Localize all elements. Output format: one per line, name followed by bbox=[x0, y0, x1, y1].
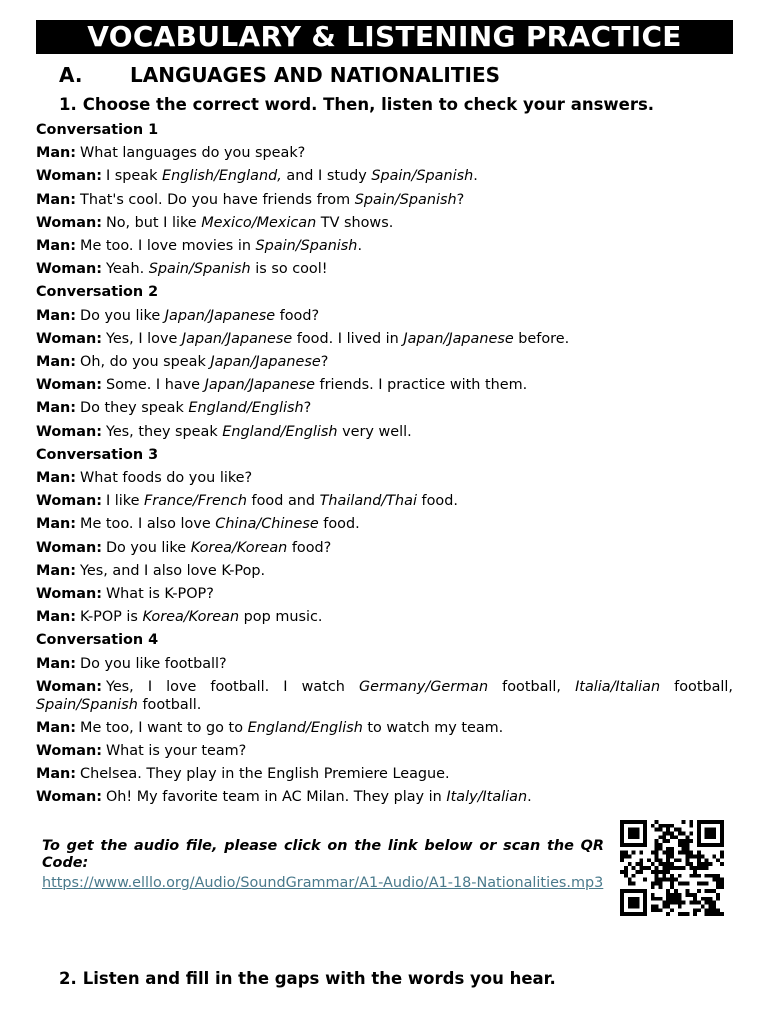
speaker-label: Woman: bbox=[36, 678, 102, 695]
dialogue-text: That's cool. Do you have friends from bbox=[80, 191, 355, 208]
dialogue-text: I like bbox=[105, 493, 145, 510]
dialogue-text: Oh! My favorite team in AC Milan. They play in bbox=[105, 789, 447, 806]
dialogue-text: I speak bbox=[105, 168, 162, 185]
word-choice: Korea/Korean bbox=[142, 609, 240, 626]
dialogue-line bbox=[36, 421, 733, 444]
word-choice: France/French bbox=[144, 493, 247, 510]
word-choice: England/English bbox=[247, 719, 363, 736]
dialogue-text: What languages do you speak? bbox=[80, 145, 306, 162]
word-choice: Japan/Japanese bbox=[164, 307, 276, 324]
dialogue-line bbox=[36, 740, 733, 763]
conversation-title: Conversation 2 bbox=[36, 284, 159, 301]
word-choice: Japan/Japanese bbox=[204, 377, 315, 394]
dialogue-line bbox=[36, 258, 733, 281]
word-choice: England/English bbox=[222, 423, 338, 440]
dialogue-text: Yes, and I also love K-Pop. bbox=[80, 562, 266, 579]
word-choice: England/English bbox=[188, 400, 304, 417]
dialogue-line bbox=[36, 606, 733, 629]
conversation-title: Conversation 1 bbox=[36, 122, 159, 138]
dialogue-text: food? bbox=[287, 539, 332, 556]
word-choice: Germany/German bbox=[358, 678, 489, 695]
speaker-label: Woman: bbox=[36, 330, 102, 347]
word-choice: Japan/Japanese bbox=[210, 354, 321, 370]
dialogue-text: Me too, I want to go to bbox=[80, 719, 248, 736]
speaker-label: Man: bbox=[36, 470, 77, 486]
dialogue-text: Yeah. bbox=[105, 261, 149, 278]
dialogue-text: football, bbox=[660, 678, 733, 695]
speaker-label: Woman: bbox=[36, 493, 102, 510]
question-1-text: Choose the correct word. Then, listen to check your answers. bbox=[82, 95, 655, 114]
word-choice: Japan/Japanese bbox=[181, 330, 293, 347]
worksheet-title: VOCABULARY & LISTENING PRACTICE bbox=[87, 20, 682, 53]
question-2-instruction bbox=[59, 968, 556, 990]
dialogue-text: ? bbox=[456, 191, 465, 208]
speaker-label: Man: bbox=[36, 354, 77, 370]
question-1-instruction bbox=[59, 94, 654, 116]
dialogue-line bbox=[36, 763, 733, 786]
word-choice: Italia/Italian bbox=[575, 678, 661, 695]
dialogue-line bbox=[36, 142, 733, 165]
word-choice: Mexico/Mexican bbox=[201, 214, 317, 231]
dialogue-text: friends. I practice with them. bbox=[314, 377, 528, 394]
word-choice: English/England, bbox=[161, 168, 282, 185]
dialogue-line bbox=[36, 513, 733, 536]
dialogue-line bbox=[36, 165, 733, 188]
speaker-label: Man: bbox=[36, 145, 77, 162]
dialogue-line bbox=[36, 189, 733, 212]
section-heading bbox=[59, 62, 500, 88]
speaker-label: Man: bbox=[36, 516, 77, 533]
qr-code-icon[interactable] bbox=[620, 820, 724, 916]
dialogue-text: Me too. I love movies in bbox=[80, 238, 256, 254]
dialogue-text: ? bbox=[320, 354, 329, 370]
audio-link[interactable]: https://www.elllo.org/Audio/SoundGrammar/A1-Audio/A1-18-Nationalities.mp3 bbox=[42, 875, 604, 891]
word-choice: Thailand/Thai bbox=[319, 493, 417, 510]
dialogue-line bbox=[36, 560, 733, 583]
dialogue-text: ? bbox=[303, 400, 312, 417]
conversation-title: Conversation 3 bbox=[36, 446, 159, 463]
word-choice: China/Chinese bbox=[215, 516, 319, 533]
conversation-title: Conversation 4 bbox=[36, 632, 159, 649]
question-2-text: Listen and fill in the gaps with the words you hear. bbox=[82, 969, 556, 988]
word-choice: Spain/Spanish bbox=[354, 191, 457, 208]
speaker-label: Man: bbox=[36, 238, 77, 254]
dialogue-text: Some. I have bbox=[105, 377, 205, 394]
dialogue-line bbox=[36, 786, 733, 809]
dialogue-text: Yes, I love football. I watch bbox=[105, 678, 359, 695]
word-choice: Spain/Spanish bbox=[371, 168, 474, 185]
dialogue-text: What foods do you like? bbox=[80, 470, 253, 486]
dialogue-text: to watch my team. bbox=[362, 719, 504, 736]
question-1-number: 1. bbox=[59, 95, 77, 114]
worksheet-title-banner bbox=[36, 20, 733, 54]
dialogue-text: food? bbox=[275, 307, 320, 324]
section-title: LANGUAGES AND NATIONALITIES bbox=[130, 63, 501, 87]
speaker-label: Woman: bbox=[36, 214, 102, 231]
dialogue-text: pop music. bbox=[239, 609, 323, 626]
dialogue-text: . bbox=[527, 789, 532, 806]
dialogue-text: Do you like bbox=[80, 307, 165, 324]
dialogue-line bbox=[36, 235, 733, 258]
dialogue-line bbox=[36, 212, 733, 235]
dialogue-text: Do you like football? bbox=[80, 655, 227, 672]
dialogue-text: Yes, I love bbox=[105, 330, 182, 347]
dialogue-line bbox=[36, 305, 733, 328]
dialogue-text: . bbox=[357, 238, 363, 254]
dialogue-text: Do they speak bbox=[80, 400, 189, 417]
dialogue-line bbox=[36, 676, 733, 717]
dialogue-text: before. bbox=[513, 330, 570, 347]
speaker-label: Woman: bbox=[36, 261, 102, 278]
dialogue-text: No, but I like bbox=[105, 214, 202, 231]
word-choice: Spain/Spanish bbox=[36, 696, 138, 713]
dialogue-text: food. bbox=[416, 493, 458, 510]
speaker-label: Man: bbox=[36, 655, 77, 672]
dialogue-text: football, bbox=[488, 678, 576, 695]
dialogue-line bbox=[36, 653, 733, 676]
dialogue-line bbox=[36, 467, 733, 490]
dialogue-line bbox=[36, 374, 733, 397]
dialogue-text: TV shows. bbox=[316, 214, 394, 231]
dialogue-line bbox=[36, 717, 733, 740]
word-choice: Spain/Spanish bbox=[148, 261, 251, 278]
dialogue-line bbox=[36, 328, 733, 351]
word-choice: Japan/Japanese bbox=[403, 330, 514, 347]
speaker-label: Man: bbox=[36, 562, 77, 579]
speaker-label: Man: bbox=[36, 191, 77, 208]
dialogue-text: Do you like bbox=[105, 539, 191, 556]
conversations-container bbox=[36, 119, 733, 810]
word-choice: Spain/Spanish bbox=[255, 238, 358, 254]
speaker-label: Man: bbox=[36, 719, 77, 736]
dialogue-text: What is your team? bbox=[105, 743, 247, 760]
speaker-label: Woman: bbox=[36, 539, 102, 556]
dialogue-text: Chelsea. They play in the English Premiere League. bbox=[80, 766, 450, 783]
audio-info bbox=[42, 838, 604, 892]
dialogue-text: football. bbox=[137, 696, 202, 713]
speaker-label: Woman: bbox=[36, 377, 102, 394]
dialogue-text: Oh, do you speak bbox=[80, 354, 211, 370]
word-choice: Korea/Korean bbox=[190, 539, 288, 556]
dialogue-line bbox=[36, 351, 733, 374]
dialogue-text: food. I lived in bbox=[292, 330, 404, 347]
speaker-label: Man: bbox=[36, 400, 77, 417]
dialogue-text: Me too. I also love bbox=[80, 516, 216, 533]
question-2-number: 2. bbox=[59, 969, 77, 988]
speaker-label: Woman: bbox=[36, 168, 102, 185]
dialogue-text: is so cool! bbox=[250, 261, 328, 278]
dialogue-text: and I study bbox=[281, 168, 372, 185]
speaker-label: Woman: bbox=[36, 743, 102, 760]
dialogue-line bbox=[36, 537, 733, 560]
dialogue-text: Yes, they speak bbox=[105, 423, 223, 440]
speaker-label: Man: bbox=[36, 307, 77, 324]
word-choice: Italy/Italian bbox=[446, 789, 528, 806]
dialogue-text: What is K-POP? bbox=[105, 586, 214, 603]
dialogue-line bbox=[36, 490, 733, 513]
speaker-label: Woman: bbox=[36, 586, 102, 603]
dialogue-line bbox=[36, 397, 733, 420]
dialogue-text: K-POP is bbox=[80, 609, 143, 626]
dialogue-text: food. bbox=[318, 516, 360, 533]
dialogue-text: very well. bbox=[337, 423, 412, 440]
speaker-label: Man: bbox=[36, 609, 77, 626]
speaker-label: Woman: bbox=[36, 789, 102, 806]
speaker-label: Woman: bbox=[36, 423, 102, 440]
speaker-label: Man: bbox=[36, 766, 77, 783]
dialogue-text: food and bbox=[246, 493, 320, 510]
dialogue-text: . bbox=[473, 168, 478, 185]
audio-note: To get the audio file, please click on the link below or scan the QR Code: bbox=[42, 838, 604, 871]
section-letter: A. bbox=[59, 63, 83, 87]
dialogue-line bbox=[36, 583, 733, 606]
